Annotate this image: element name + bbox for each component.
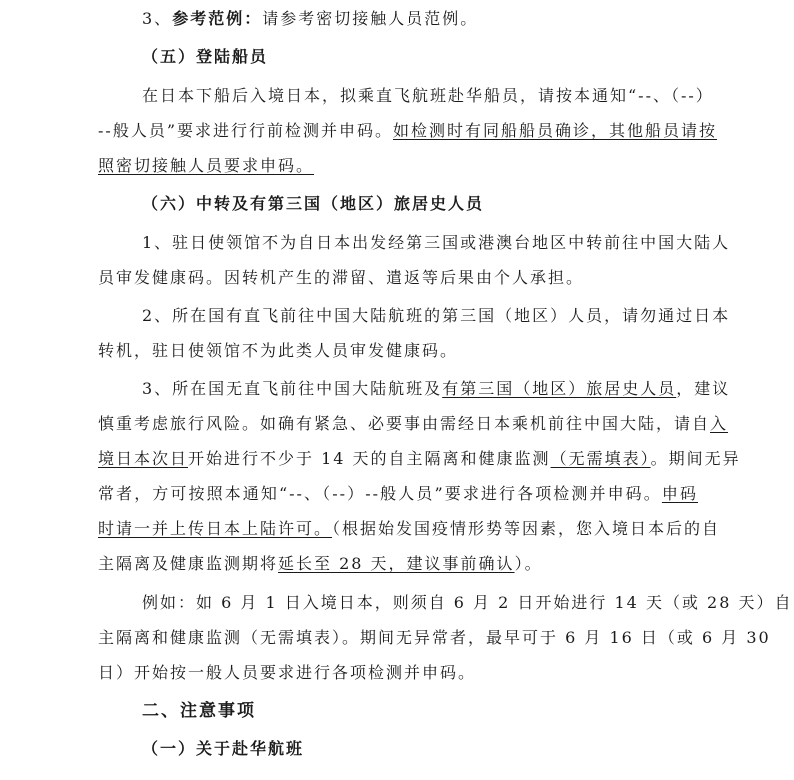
paragraph-line: 2、所在国有直飞前往中国大陆航班的第三国（地区）人员，请勿通过日本 — [142, 306, 731, 325]
section-heading-notes: 二、注意事项 — [142, 701, 256, 721]
underlined-text: 申码 — [661, 484, 698, 503]
paragraph-line: 员审发健康码。因转机产生的滞留、遣返等后果由个人承担。 — [98, 268, 585, 287]
paragraph-line: 日）开始按一般人员要求进行各项检测并申码。 — [98, 663, 477, 682]
text-run: 主隔离及健康监测期将 — [98, 554, 279, 573]
text-run: 慎重考虑旅行风险。如确有紧急、必要事由需经日本乘机前往中国大陆，请自 — [98, 414, 711, 433]
subsection-heading-flights: （一）关于赴华航班 — [142, 739, 305, 758]
underlined-text: 境日本次日 — [98, 449, 189, 468]
text-run: 常者，方可按照本通知“--、（--）--般人员”要求进行各项检测并申码。 — [98, 484, 662, 503]
underlined-text: （无需填表） — [550, 449, 651, 468]
underlined-text: 延长至 28 天，建议事前确认 — [278, 554, 515, 573]
section-heading-transit: （六）中转及有第三国（地区）旅居史人员 — [142, 194, 485, 213]
text-run: （根据始发国疫情形势等因素，您入境日本后的自 — [332, 519, 721, 538]
paragraph-line: 主隔离和健康监测（无需填表）。期间无异常者，最早可于 6 月 16 日（或 6 月 30 — [98, 628, 771, 647]
text-run: 开始进行不少于 14 天的自主隔离和健康监测 — [188, 449, 551, 468]
section-heading-landing-crew: （五）登陆船员 — [142, 47, 269, 66]
text-run: ，建议 — [676, 379, 731, 398]
paragraph-line: 1、驻日使领馆不为自日本出发经第三国或港澳台地区中转前往中国大陆人 — [142, 233, 731, 252]
paragraph-line — [98, 155, 314, 177]
paragraph-line — [98, 518, 721, 540]
text-run: 3、所在国无直飞前往中国大陆航班及 — [142, 379, 443, 398]
text-run: ）。 — [514, 554, 543, 573]
paragraph-line — [98, 120, 718, 142]
text-run: --般人员”要求进行行前检测并申码。 — [98, 121, 393, 140]
paragraph-line — [98, 553, 543, 575]
text-run: 。期间无异 — [650, 449, 741, 468]
paragraph-line: 转机，驻日使领馆不为此类人员审发健康码。 — [98, 341, 459, 360]
reference-example-text: 请参考密切接触人员范例。 — [262, 9, 479, 28]
paragraph-line — [98, 448, 741, 470]
underlined-text: 时请一并上传日本上陆许可。 — [98, 519, 333, 538]
item-number: 3、 — [142, 9, 173, 28]
paragraph-line — [98, 483, 698, 505]
reference-example-label: 参考范例： — [172, 9, 263, 28]
paragraph-line — [142, 378, 731, 400]
underlined-text: 入 — [710, 414, 729, 433]
paragraph-line: 例如：如 6 月 1 日入境日本，则须自 6 月 2 日开始进行 14 天（或 28 天）自 — [142, 593, 793, 612]
underlined-text: 如检测时有同船船员确诊，其他船员请按 — [393, 121, 718, 140]
underlined-text: 有第三国（地区）旅居史人员 — [442, 379, 677, 398]
paragraph-line: 在日本下船后入境日本，拟乘直飞航班赴华船员，请按本通知“--、（--） — [142, 86, 714, 105]
underlined-text: 照密切接触人员要求申码。 — [98, 156, 315, 175]
reference-example-line — [142, 8, 478, 30]
paragraph-line — [98, 413, 729, 435]
